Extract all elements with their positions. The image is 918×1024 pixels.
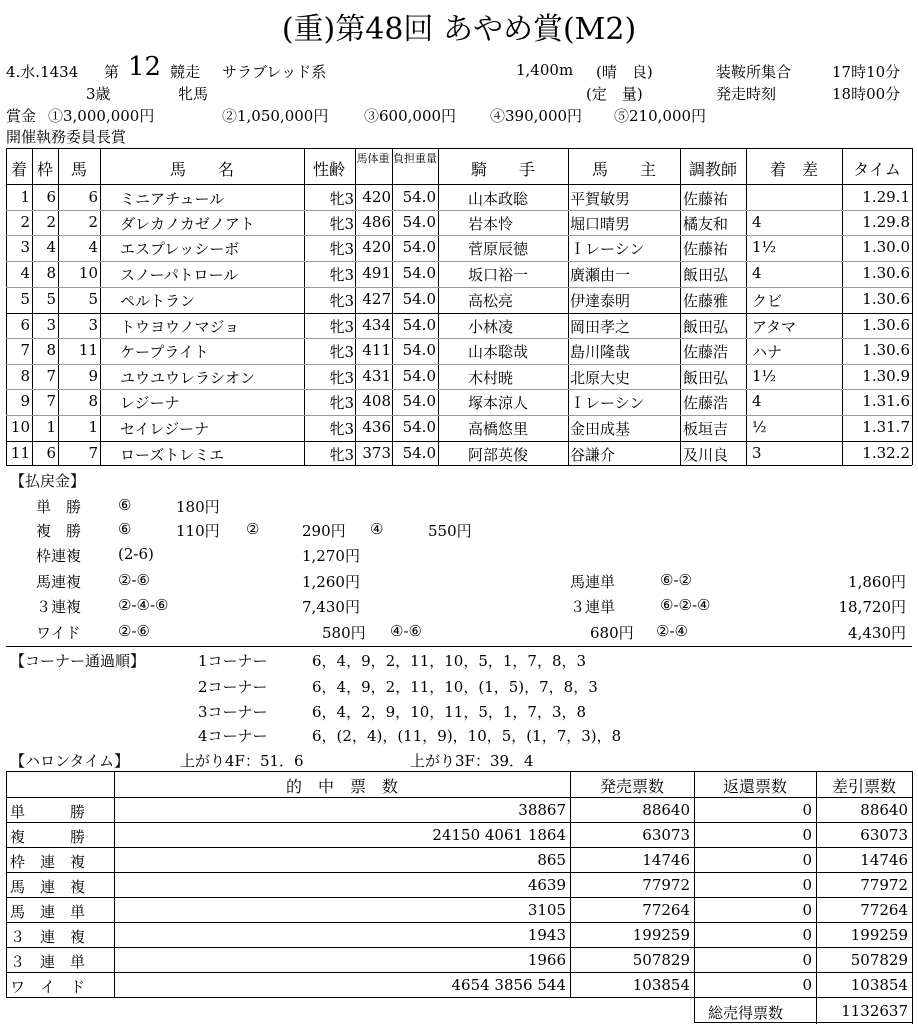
result-owner: 堀口晴男 xyxy=(570,215,631,233)
result-time: 1.30.6 xyxy=(862,316,910,334)
trifecta-amount: 18,720円 xyxy=(838,598,906,616)
breed: サラブレッド系 xyxy=(222,63,327,81)
result-bw: 436 xyxy=(362,418,391,436)
ticket-hits: 1966 xyxy=(527,951,566,969)
assembly-label: 装鞍所集合 xyxy=(716,63,792,81)
place-combo-3: ④ xyxy=(370,520,384,538)
race-no-prefix: 第 xyxy=(104,63,120,81)
result-frame: 7 xyxy=(46,367,56,385)
ticket-hits: 3105 xyxy=(527,901,566,919)
column-divider xyxy=(100,148,101,465)
bracket-label: 枠連複 xyxy=(36,547,82,565)
col-owner: 馬 主 xyxy=(591,160,656,179)
result-wt: 54.0 xyxy=(402,213,436,231)
result-jockey: 塚本涼人 xyxy=(468,394,529,412)
ticket-net: 103854 xyxy=(850,976,908,994)
result-margin: 3 xyxy=(752,444,762,462)
result-pos: 4 xyxy=(20,264,30,282)
ticket-hits: 24150 4061 1864 xyxy=(432,826,566,844)
result-wt: 54.0 xyxy=(402,418,436,436)
ticket-refund: 0 xyxy=(802,876,812,894)
result-num: 5 xyxy=(88,290,98,308)
result-sexage: 牝3 xyxy=(329,446,354,464)
result-owner: 金田成基 xyxy=(570,420,631,438)
result-sexage: 牝3 xyxy=(329,420,354,438)
result-name: ローズトレミエ xyxy=(120,446,225,464)
result-name: ミニアチュール xyxy=(120,190,225,208)
ticket-hits: 865 xyxy=(537,851,566,869)
result-trainer: 佐藤浩 xyxy=(683,394,729,412)
result-frame: 2 xyxy=(46,213,56,231)
result-jockey: 山本聡哉 xyxy=(468,343,529,361)
win-combo: ⑥ xyxy=(118,496,132,514)
result-margin: クビ xyxy=(752,292,783,310)
result-wt: 54.0 xyxy=(402,238,436,256)
result-num: 3 xyxy=(88,316,98,334)
ticket-net: 63073 xyxy=(860,826,908,844)
result-time: 1.29.1 xyxy=(862,188,910,206)
results-group-border-2 xyxy=(6,441,912,442)
wide-combo-2: ④-⑥ xyxy=(390,622,422,640)
wide-label: ワイド xyxy=(36,624,81,642)
results-header-border xyxy=(6,184,912,185)
result-num: 2 xyxy=(88,213,98,231)
result-name: レジーナ xyxy=(120,394,180,412)
distance: 1,400m xyxy=(516,61,574,79)
ticket-net: 507829 xyxy=(850,951,908,969)
ticket-sold: 199259 xyxy=(632,926,690,944)
quinella-combo: ②-⑥ xyxy=(118,571,150,589)
tickets-col-refund: 返還票数 xyxy=(722,777,787,796)
result-margin: ハナ xyxy=(752,343,783,361)
result-frame: 8 xyxy=(46,341,56,359)
row-separator xyxy=(6,210,912,211)
result-sexage: 牝3 xyxy=(329,240,354,258)
trio-combo: ②-④-⑥ xyxy=(118,596,169,614)
column-divider xyxy=(568,148,569,465)
prize-5: ⑤210,000円 xyxy=(614,107,707,125)
col-name: 馬 名 xyxy=(169,160,234,179)
tickets-col-sold: 発売票数 xyxy=(599,777,664,796)
ticket-row-line xyxy=(6,822,912,823)
row-separator xyxy=(6,389,912,390)
result-num: 7 xyxy=(88,444,98,462)
row-separator xyxy=(6,338,912,339)
result-owner: 岡田孝之 xyxy=(570,318,631,336)
result-frame: 3 xyxy=(46,316,56,334)
result-pos: 6 xyxy=(20,316,30,334)
corner-1-order: 6，4，9，2，11，10，5，1，7，8，3 xyxy=(312,652,587,670)
meeting-code: 4.水.1434 xyxy=(6,63,79,81)
furlong-header: 【ハロンタイム】 xyxy=(10,752,130,770)
ticket-refund: 0 xyxy=(802,926,812,944)
result-wt: 54.0 xyxy=(402,290,436,308)
place-label: 複 勝 xyxy=(36,522,82,540)
result-num: 8 xyxy=(88,392,98,410)
result-trainer: 佐藤祐 xyxy=(683,240,729,258)
corner-2-order: 6，4，9，2，11，10，(1，5)，7，8，3 xyxy=(312,678,598,696)
ticket-row-line xyxy=(6,847,912,848)
corner-4-label: 4コーナー xyxy=(198,727,268,745)
column-divider xyxy=(746,148,747,465)
result-num: 6 xyxy=(88,188,98,206)
ticket-sold: 103854 xyxy=(632,976,690,994)
place-amount-1: 110円 xyxy=(176,522,220,540)
result-margin: ½ xyxy=(752,418,767,436)
wide-amount-1: 580円 xyxy=(322,624,366,642)
result-pos: 10 xyxy=(10,418,30,436)
result-pos: 11 xyxy=(10,444,30,462)
result-time: 1.31.7 xyxy=(862,418,910,436)
prize-label: 賞金 xyxy=(6,107,37,125)
row-separator xyxy=(6,364,912,365)
result-jockey: 木村暁 xyxy=(468,369,514,387)
result-margin: 4 xyxy=(752,213,762,231)
result-time: 1.30.6 xyxy=(862,341,910,359)
result-bw: 486 xyxy=(362,213,391,231)
ticket-net: 14746 xyxy=(860,851,908,869)
result-name: トウヨウノマジョ xyxy=(120,318,240,336)
result-pos: 1 xyxy=(20,188,30,206)
prize-4: ④390,000円 xyxy=(490,107,583,125)
total-box-left xyxy=(694,997,695,1022)
win-amount: 180円 xyxy=(176,498,220,516)
ticket-net: 77972 xyxy=(860,876,908,894)
corner-3-order: 6，4，2，9，10，11，5，1，7，3，8 xyxy=(312,703,587,721)
ticket-hits: 38867 xyxy=(518,801,566,819)
result-wt: 54.0 xyxy=(402,392,436,410)
payout-bottom-border xyxy=(6,646,912,647)
tickets-col-net: 差引票数 xyxy=(831,777,896,796)
result-frame: 6 xyxy=(46,188,56,206)
ticket-hits: 4639 xyxy=(527,876,566,894)
col-bodyweight-text: 馬体重 xyxy=(356,152,390,165)
total-value: 1132637 xyxy=(841,1002,908,1020)
prize-1: ①3,000,000円 xyxy=(48,107,155,125)
result-bw: 434 xyxy=(362,316,391,334)
corner-2-label: 2コーナー xyxy=(198,678,268,696)
ticket-sold: 88640 xyxy=(642,801,690,819)
result-frame: 6 xyxy=(46,444,56,462)
row-separator xyxy=(6,415,912,416)
ticket-row-line xyxy=(6,997,912,998)
result-time: 1.30.6 xyxy=(862,264,910,282)
result-time: 1.31.6 xyxy=(862,392,910,410)
special-prize: 開催執務委員長賞 xyxy=(6,128,127,146)
result-owner: Ｉレーシン xyxy=(570,240,645,258)
exacta-combo: ⑥-② xyxy=(660,571,692,589)
col-carryweight-text: 負担重量 xyxy=(393,152,437,165)
result-name: ペルトラン xyxy=(120,292,196,310)
row-separator xyxy=(6,261,912,262)
total-label: 総売得票数 xyxy=(708,1004,784,1022)
result-sexage: 牝3 xyxy=(329,369,354,387)
result-trainer: 及川良 xyxy=(683,446,729,464)
result-sexage: 牝3 xyxy=(329,292,354,310)
result-jockey: 阿部英俊 xyxy=(468,446,529,464)
col-trainer: 調教師 xyxy=(688,160,737,179)
ticket-label: ３ 連 単 xyxy=(10,953,86,971)
ticket-row-line xyxy=(6,797,912,798)
result-num: 4 xyxy=(88,238,98,256)
corner-1-label: 1コーナー xyxy=(198,652,268,670)
result-frame: 1 xyxy=(46,418,56,436)
place-amount-3: 550円 xyxy=(428,522,472,540)
ticket-hits: 4654 3856 544 xyxy=(451,976,566,994)
result-pos: 5 xyxy=(20,290,30,308)
ticket-net: 88640 xyxy=(860,801,908,819)
place-combo-1: ⑥ xyxy=(118,520,132,538)
quinella-label: 馬連複 xyxy=(36,573,82,591)
tickets-top-border xyxy=(6,771,912,772)
result-time: 1.30.0 xyxy=(862,238,910,256)
ticket-label: ３ 連 複 xyxy=(10,928,86,946)
ticket-row-line xyxy=(6,872,912,873)
result-owner: 北原大史 xyxy=(570,369,631,387)
ticket-hits: 1943 xyxy=(527,926,566,944)
result-bw: 420 xyxy=(362,188,391,206)
tickets-col-hits: 的 中 票 数 xyxy=(285,777,398,796)
prize-3: ③600,000円 xyxy=(364,107,457,125)
result-bw: 431 xyxy=(362,367,391,385)
column-divider xyxy=(304,148,305,465)
result-jockey: 小林凌 xyxy=(468,318,514,336)
result-trainer: 飯田弘 xyxy=(683,266,729,284)
ticket-sold: 63073 xyxy=(642,826,690,844)
result-frame: 8 xyxy=(46,264,56,282)
race-title: (重)第48回 あやめ賞(M2) xyxy=(281,12,637,47)
result-wt: 54.0 xyxy=(402,367,436,385)
result-name: セイレジーナ xyxy=(120,420,210,438)
ticket-sold: 14746 xyxy=(642,851,690,869)
results-bottom-border xyxy=(6,465,912,466)
trio-amount: 7,430円 xyxy=(302,598,360,616)
col-sexage: 性齢 xyxy=(312,160,345,179)
ticket-refund: 0 xyxy=(802,976,812,994)
result-pos: 7 xyxy=(20,341,30,359)
assembly-time: 17時10分 xyxy=(832,63,901,81)
result-wt: 54.0 xyxy=(402,264,436,282)
ticket-label: 複 勝 xyxy=(10,828,86,846)
ticket-row-line xyxy=(6,972,912,973)
result-name: ケープライト xyxy=(120,343,209,361)
result-pos: 9 xyxy=(20,392,30,410)
col-carryweight xyxy=(392,153,438,165)
ticket-refund: 0 xyxy=(802,951,812,969)
wide-combo-1: ②-⑥ xyxy=(118,622,150,640)
result-trainer: 飯田弘 xyxy=(683,318,729,336)
result-frame: 7 xyxy=(46,392,56,410)
result-trainer: 佐藤祐 xyxy=(683,190,729,208)
column-divider xyxy=(438,148,439,465)
win-label: 単 勝 xyxy=(36,498,82,516)
result-num: 11 xyxy=(78,341,98,359)
last-4f: 上がり4F：51．6 xyxy=(180,752,304,770)
wide-amount-2: 680円 xyxy=(590,624,634,642)
ticket-refund: 0 xyxy=(802,801,812,819)
trifecta-label: ３連単 xyxy=(570,598,616,616)
result-owner: Ｉレーシン xyxy=(570,394,645,412)
result-trainer: 飯田弘 xyxy=(683,369,729,387)
result-num: 10 xyxy=(78,264,98,282)
ticket-refund: 0 xyxy=(802,826,812,844)
col-pos: 着 xyxy=(10,160,27,179)
ticket-label: 馬 連 単 xyxy=(10,903,86,921)
ticket-row-line xyxy=(6,947,912,948)
ticket-label: 単 勝 xyxy=(10,803,86,821)
start-label: 発走時刻 xyxy=(716,85,777,103)
wide-amount-3: 4,430円 xyxy=(848,624,906,642)
result-margin: アタマ xyxy=(752,318,796,336)
col-num: 馬 xyxy=(70,160,87,179)
result-time: 1.30.6 xyxy=(862,290,910,308)
result-bw: 408 xyxy=(362,392,391,410)
wide-combo-3: ②-④ xyxy=(656,622,688,640)
result-margin: 1½ xyxy=(752,367,777,385)
result-margin: 4 xyxy=(752,392,762,410)
result-bw: 411 xyxy=(362,341,391,359)
weather-track: (晴 良) xyxy=(596,63,653,81)
ticket-net: 199259 xyxy=(850,926,908,944)
ticket-row-line xyxy=(6,897,912,898)
corner-header: 【コーナー通過順】 xyxy=(10,652,146,670)
payout-header: 【払戻金】 xyxy=(10,472,86,490)
result-wt: 54.0 xyxy=(402,188,436,206)
age-condition: 3歳 xyxy=(86,85,111,103)
result-trainer: 佐藤浩 xyxy=(683,343,729,361)
race-number: 12 xyxy=(128,52,162,82)
result-trainer: 板垣吉 xyxy=(683,420,729,438)
sex-condition: 牝馬 xyxy=(178,85,209,103)
result-owner: 島川隆哉 xyxy=(570,343,631,361)
result-sexage: 牝3 xyxy=(329,394,354,412)
result-wt: 54.0 xyxy=(402,316,436,334)
ticket-refund: 0 xyxy=(802,901,812,919)
column-divider xyxy=(912,148,913,465)
col-margin: 着 差 xyxy=(769,160,818,179)
trifecta-combo: ⑥-②-④ xyxy=(660,596,711,614)
result-sexage: 牝3 xyxy=(329,266,354,284)
result-name: スノーパトロール xyxy=(120,266,239,284)
result-jockey: 高松亮 xyxy=(468,292,514,310)
corner-3-label: 3コーナー xyxy=(198,703,268,721)
result-bw: 491 xyxy=(362,264,391,282)
result-jockey: 岩本怜 xyxy=(468,215,514,233)
ticket-sold: 77264 xyxy=(642,901,690,919)
ticket-column-line xyxy=(6,771,7,997)
place-amount-2: 290円 xyxy=(302,522,346,540)
result-owner: 平賀敏男 xyxy=(570,190,631,208)
trio-label: ３連複 xyxy=(36,598,82,616)
result-owner: 伊達泰明 xyxy=(570,292,631,310)
row-separator xyxy=(6,235,912,236)
result-pos: 3 xyxy=(20,238,30,256)
last-3f: 上がり3F：39．4 xyxy=(410,752,534,770)
bracket-combo: (2-6) xyxy=(118,545,154,563)
col-jockey: 騎 手 xyxy=(470,160,535,179)
result-time: 1.29.8 xyxy=(862,213,910,231)
result-frame: 5 xyxy=(46,290,56,308)
result-bw: 420 xyxy=(362,238,391,256)
results-top-border xyxy=(6,148,912,149)
ticket-net: 77264 xyxy=(860,901,908,919)
ticket-refund: 0 xyxy=(802,851,812,869)
result-pos: 2 xyxy=(20,213,30,231)
result-name: エスプレッシーボ xyxy=(120,240,240,258)
result-jockey: 山本政聡 xyxy=(468,190,529,208)
weight-rule: (定 量) xyxy=(586,85,643,103)
result-bw: 427 xyxy=(362,290,391,308)
result-pos: 8 xyxy=(20,367,30,385)
result-num: 1 xyxy=(88,418,98,436)
place-combo-2: ② xyxy=(246,520,260,538)
result-sexage: 牝3 xyxy=(329,318,354,336)
race-no-suffix: 競走 xyxy=(170,63,201,81)
result-sexage: 牝3 xyxy=(329,215,354,233)
quinella-amount: 1,260円 xyxy=(302,573,360,591)
result-num: 9 xyxy=(88,367,98,385)
result-trainer: 橘友和 xyxy=(683,215,729,233)
result-sexage: 牝3 xyxy=(329,190,354,208)
col-frame: 枠 xyxy=(36,160,53,179)
ticket-row-line xyxy=(6,922,912,923)
exacta-label: 馬連単 xyxy=(570,573,616,591)
ticket-sold: 507829 xyxy=(632,951,690,969)
result-name: ユウユウレラシオン xyxy=(120,369,256,387)
ticket-label: 枠 連 複 xyxy=(10,853,86,871)
results-group-border xyxy=(6,313,912,314)
result-margin: 1½ xyxy=(752,238,777,256)
result-jockey: 高橋悠里 xyxy=(468,420,529,438)
corner-4-order: 6，(2，4)，(11，9)，10，5，(1，7，3)，8 xyxy=(312,727,622,745)
result-time: 1.32.2 xyxy=(862,444,910,462)
ticket-label: ワ イ ド xyxy=(10,978,86,996)
result-bw: 373 xyxy=(362,444,391,462)
result-name: ダレカノカゼノアト xyxy=(120,215,255,233)
result-sexage: 牝3 xyxy=(329,343,354,361)
start-time: 18時00分 xyxy=(832,85,901,103)
result-trainer: 佐藤雅 xyxy=(683,292,729,310)
result-jockey: 菅原辰徳 xyxy=(468,240,529,258)
ticket-column-line xyxy=(912,771,913,1024)
result-frame: 4 xyxy=(46,238,56,256)
result-owner: 廣瀬由一 xyxy=(570,266,631,284)
prize-2: ②1,050,000円 xyxy=(222,107,329,125)
result-wt: 54.0 xyxy=(402,444,436,462)
row-separator xyxy=(6,287,912,288)
result-jockey: 坂口裕一 xyxy=(468,266,529,284)
result-margin: 4 xyxy=(752,264,762,282)
result-owner: 谷謙介 xyxy=(570,446,616,464)
result-wt: 54.0 xyxy=(402,341,436,359)
exacta-amount: 1,860円 xyxy=(848,573,906,591)
ticket-label: 馬 連 複 xyxy=(10,878,86,896)
result-time: 1.30.9 xyxy=(862,367,910,385)
ticket-sold: 77972 xyxy=(642,876,690,894)
bracket-amount: 1,270円 xyxy=(302,547,360,565)
col-bodyweight xyxy=(355,153,391,165)
col-time: タイム xyxy=(853,160,901,179)
column-divider xyxy=(680,148,681,465)
